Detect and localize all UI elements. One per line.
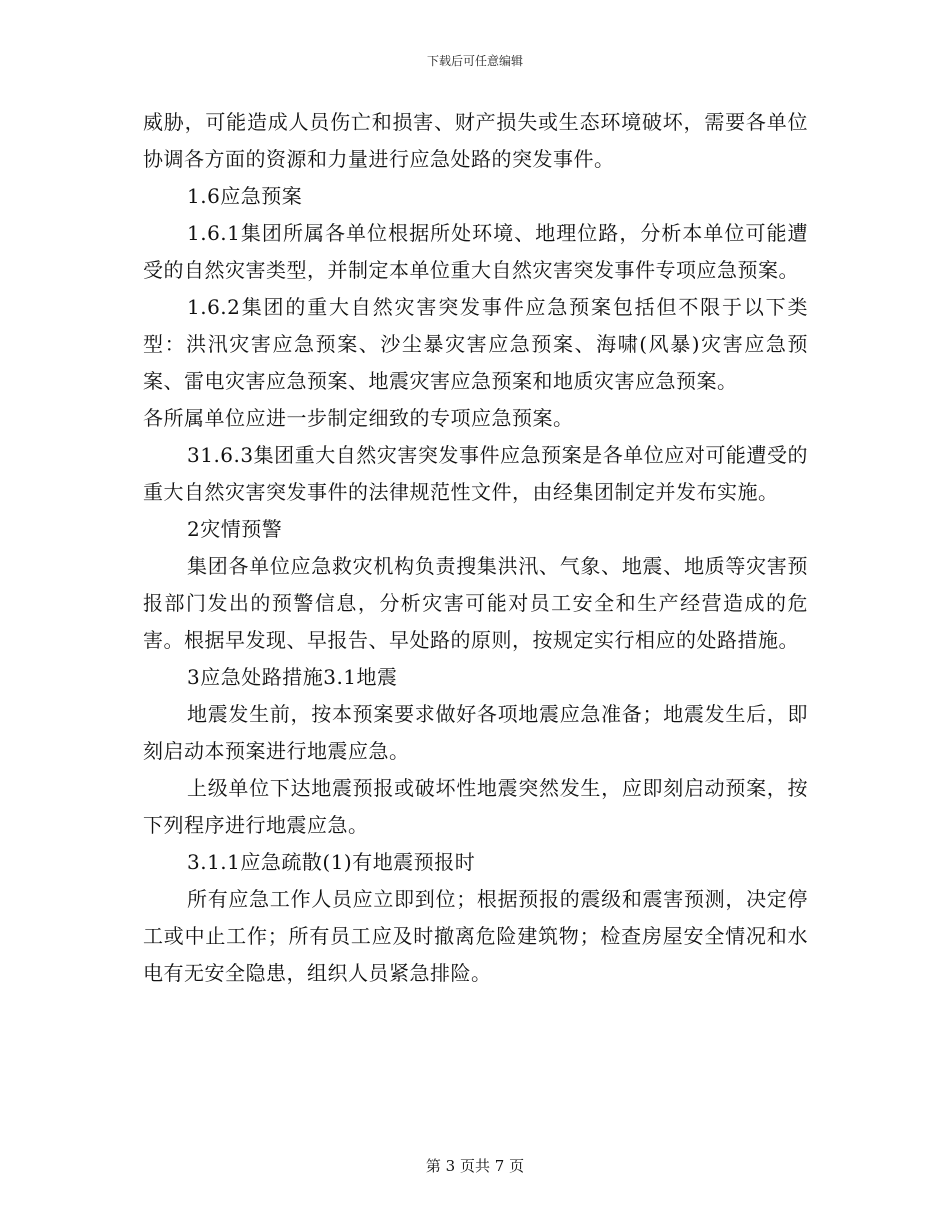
paragraph-evacuation-actions: 所有应急工作人员应立即到位；根据预报的震级和震害预测，决定停工或中止工作；所有员工应及时撤离危险建筑物；检查房屋安全情况和水电有无安全隐患，组织人员紧急排险。 [143,887,808,985]
heading-1-6-emergency-plan: 1.6应急预案 [187,184,303,208]
page-header: 下载后可任意编辑 [426,54,523,68]
heading-3-1-1-evacuation: 3.1.1应急疏散(1)有地震预报时 [187,850,476,874]
paragraph-subsidiary-plans: 各所属单位应进一步制定细致的专项应急预案。 [143,406,574,430]
paragraph-threat-continuation: 威胁，可能造成人员伤亡和损害、财产损失或生态环境破坏，需要各单位协调各方面的资源和力量进行应急处路的突发事件。 [143,110,808,171]
paragraph-1-6-1: 1.6.1集团所属各单位根据所处环境、地理位路，分析本单位可能遭受的自然灾害类型，并制定本单位重大自然灾害突发事件专项应急预案。 [143,221,808,282]
heading-2-disaster-warning: 2灾情预警 [187,517,283,541]
paragraph-earthquake-before-after: 地震发生前，按本预案要求做好各项地震应急准备；地震发生后，即刻启动本预案进行地震应急。 [143,702,808,763]
paragraph-warning-collection: 集团各单位应急救灾机构负责搜集洪汛、气象、地震、地质等灾害预报部门发出的预警信息，分析灾害可能对员工安全和生产经营造成的危害。根据早发现、早报告、早处路的原则，按规定实行相应的处路措施。 [143,554,808,652]
paragraph-1-6-2: 1.6.2集团的重大自然灾害突发事件应急预案包括但不限于以下类型：洪汛灾害应急预案、沙尘暴灾害应急预案、海啸(风暴)灾害应急预案、雷电灾害应急预案、地震灾害应急预案和地质灾害应急预案。 [143,295,808,393]
page-number: 第 3 页共 7 页 [425,1157,525,1175]
paragraph-earthquake-procedure: 上级单位下达地震预报或破坏性地震突然发生，应即刻启动预案，按下列程序进行地震应急。 [143,776,808,837]
document-body [143,104,808,992]
heading-3-emergency-measures: 3应急处路措施3.1地震 [187,665,398,689]
paragraph-1-6-3: 31.6.3集团重大自然灾害突发事件应急预案是各单位应对可能遭受的重大自然灾害突发事件的法律规范性文件，由经集团制定并发布实施。 [143,443,808,504]
